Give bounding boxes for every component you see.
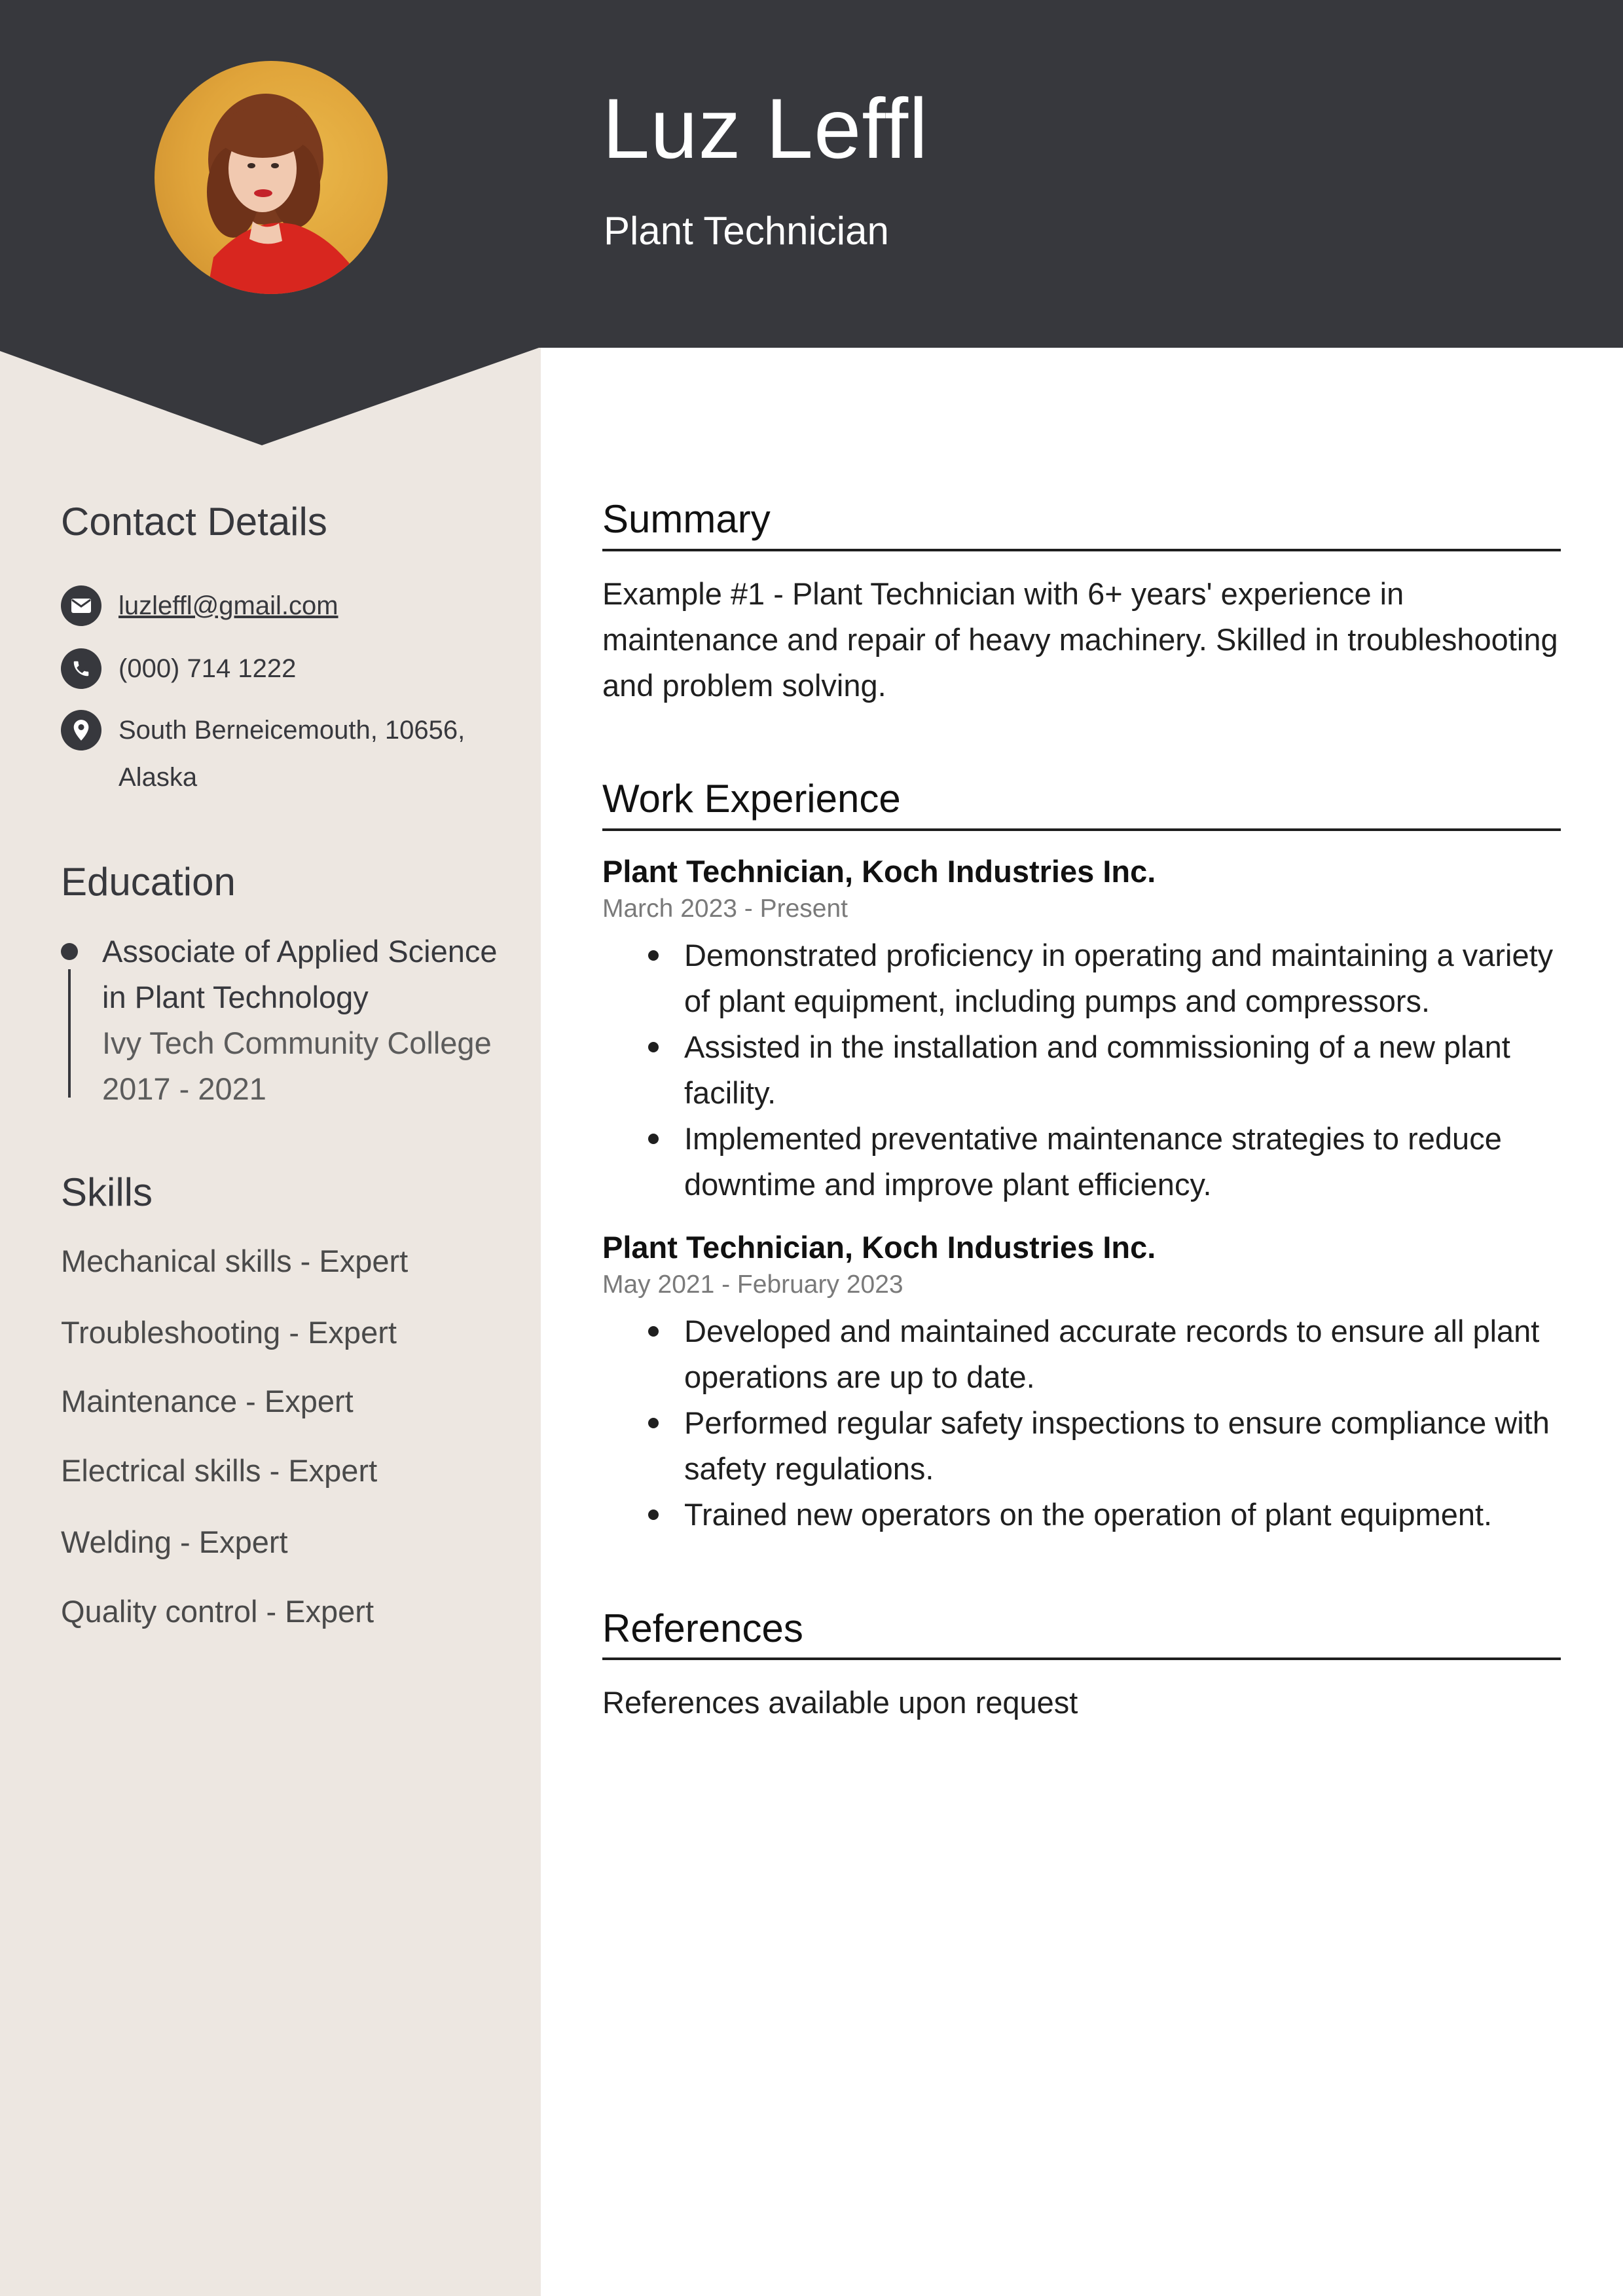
skill-item: Quality control - Expert (61, 1594, 374, 1629)
contact-phone-row (61, 648, 296, 692)
contact-email-row (61, 585, 338, 629)
location-pin-icon (61, 710, 101, 750)
references-text: References available upon request (602, 1685, 1078, 1720)
degree-line-2: in Plant Technology (102, 980, 369, 1014)
timeline-dot (61, 943, 78, 960)
job-bullets (602, 1308, 1565, 1538)
contact-heading: Contact Details (61, 500, 327, 544)
candidate-name: Luz Leffl (602, 81, 929, 176)
address-line-2: Alaska (119, 763, 198, 792)
job-bullet: Demonstrated proficiency in operating and maintaining a variety of plant equipment, including pumps and compressors. (602, 933, 1565, 1024)
job-bullet: Performed regular safety inspections to ensure compliance with safety regulations. (602, 1400, 1565, 1492)
summary-heading: Summary (602, 497, 771, 541)
job-title: Plant Technician, Koch Industries Inc. (602, 854, 1156, 889)
job-bullet: Developed and maintained accurate records to ensure all plant operations are up to date. (602, 1308, 1565, 1400)
section-divider (602, 549, 1561, 551)
skill-item: Mechanical skills - Expert (61, 1244, 409, 1278)
references-heading: References (602, 1606, 803, 1650)
contact-address-row (61, 710, 465, 801)
skill-item: Maintenance - Expert (61, 1384, 354, 1418)
skills-heading: Skills (61, 1170, 153, 1214)
avatar (155, 61, 388, 294)
education-heading: Education (61, 860, 236, 904)
address (119, 707, 465, 801)
profile-photo (155, 61, 388, 294)
job-dates: May 2021 - February 2023 (602, 1270, 903, 1299)
job-title: Plant Technician, Koch Industries Inc. (602, 1230, 1156, 1265)
timeline-line (68, 969, 71, 1098)
job-bullet: Implemented preventative maintenance strategies to reduce downtime and improve plant efficiency. (602, 1116, 1565, 1208)
work-heading: Work Experience (602, 777, 901, 821)
job-dates: March 2023 - Present (602, 895, 848, 923)
skill-item: Electrical skills - Expert (61, 1453, 378, 1488)
phone-icon (61, 648, 101, 689)
job-bullet: Assisted in the installation and commissioning of a new plant facility. (602, 1024, 1565, 1116)
envelope-icon (61, 585, 101, 626)
job-bullet: Trained new operators on the operation of plant equipment. (602, 1492, 1565, 1538)
skill-item: Welding - Expert (61, 1525, 288, 1559)
section-divider (602, 828, 1561, 831)
degree-line-1: Associate of Applied Science (102, 934, 498, 969)
candidate-role: Plant Technician (604, 209, 889, 253)
summary-text: Example #1 - Plant Technician with 6+ years' experience in maintenance and repair of heavy machinery. Skilled in troubleshooting and problem solving. (602, 576, 1558, 703)
address-line-1: South Berneicemouth, 10656, (119, 716, 465, 745)
skill-item: Troubleshooting - Expert (61, 1315, 397, 1350)
email-link[interactable]: luzleffl@gmail.com (119, 591, 338, 620)
school-name: Ivy Tech Community College (102, 1026, 492, 1060)
section-divider (602, 1657, 1561, 1660)
job-bullets (602, 933, 1565, 1208)
phone-number: (000) 714 1222 (119, 654, 297, 683)
header-band (0, 0, 1623, 348)
education-years: 2017 - 2021 (102, 1071, 266, 1106)
header-chevron (0, 347, 541, 445)
